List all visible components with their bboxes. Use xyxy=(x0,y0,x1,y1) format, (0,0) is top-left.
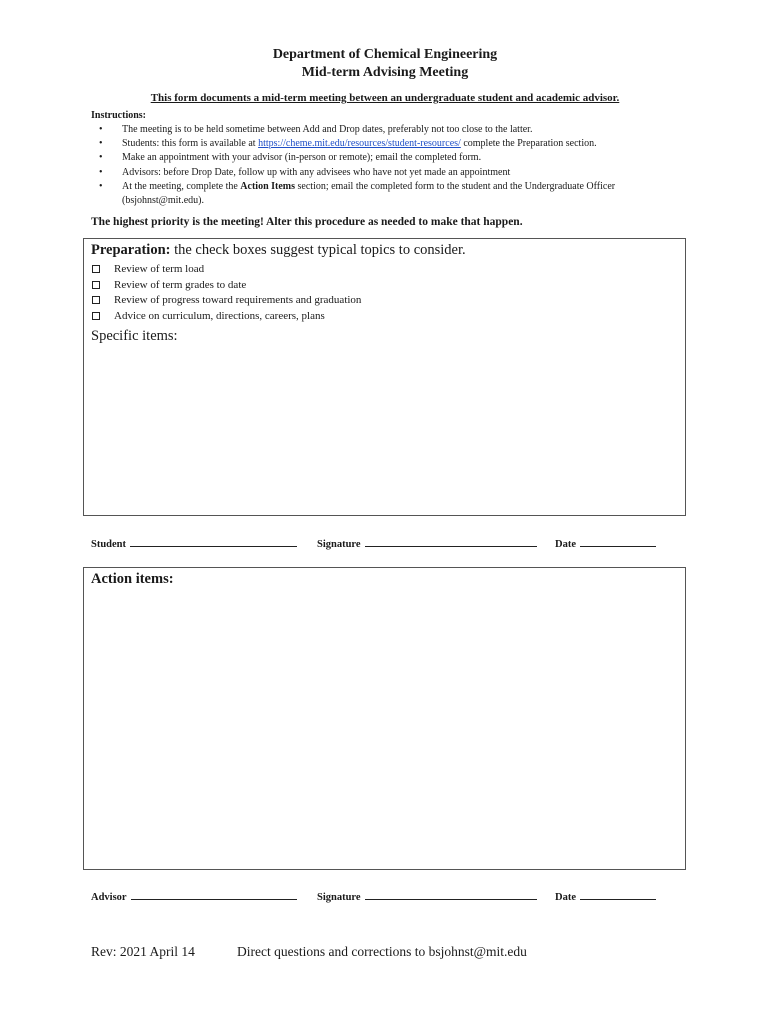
checklist-item xyxy=(92,309,361,325)
instruction-text: Advisors: before Drop Date, follow up with any advisees who have not yet made an appointment xyxy=(122,166,511,178)
form-description: This form documents a mid-term meeting between an undergraduate student and academic advisor. xyxy=(150,92,620,104)
form-title: Mid-term Advising Meeting xyxy=(301,65,469,80)
action-items-section[interactable] xyxy=(83,567,686,870)
department-title: Department of Chemical Engineering xyxy=(272,47,498,62)
student-date-blank[interactable] xyxy=(580,536,656,547)
student-name-field[interactable] xyxy=(91,536,297,550)
checklist-item xyxy=(92,293,361,309)
instruction-text: Make an appointment with your advisor (in-person or remote); email the completed form. xyxy=(122,152,482,164)
instructions-list xyxy=(91,123,691,208)
instruction-item xyxy=(91,123,691,137)
student-label: Student xyxy=(91,539,127,550)
advisor-signature-blank[interactable] xyxy=(365,889,537,900)
student-date-field[interactable] xyxy=(555,536,656,550)
date-label: Date xyxy=(555,539,576,550)
checkbox[interactable] xyxy=(92,265,100,273)
checklist-item-label: Review of progress toward requirements and graduation xyxy=(114,294,362,307)
instruction-item xyxy=(91,180,691,208)
advisor-date-blank[interactable] xyxy=(580,889,656,900)
checklist-item-label: Review of term load xyxy=(114,263,205,275)
student-signature-field[interactable] xyxy=(317,536,537,550)
checklist-item xyxy=(92,278,361,294)
instruction-text: complete the Preparation section. xyxy=(460,138,597,150)
bullet-icon: • xyxy=(99,180,103,192)
instruction-text: section; email the completed form to the student and the Undergraduate Officer xyxy=(295,180,616,192)
bullet-icon: • xyxy=(99,166,103,178)
checkbox[interactable] xyxy=(92,312,100,320)
action-items-emphasis: Action Items xyxy=(240,180,296,192)
instruction-text: At the meeting, complete the xyxy=(122,180,241,192)
checklist-item xyxy=(92,262,361,278)
advisor-signature-field[interactable] xyxy=(317,889,537,903)
checklist-item-label: Review of term grades to date xyxy=(114,278,247,291)
preparation-heading-label: Preparation: xyxy=(91,242,171,258)
preparation-section[interactable] xyxy=(83,238,686,516)
signature-label: Signature xyxy=(317,892,361,903)
advisor-label: Advisor xyxy=(91,892,127,903)
bullet-icon: • xyxy=(99,152,103,164)
instruction-text: Students: this form is available at xyxy=(122,138,259,150)
preparation-checklist xyxy=(92,262,361,325)
student-signature-blank[interactable] xyxy=(365,536,537,547)
advisor-name-field[interactable] xyxy=(91,889,297,903)
specific-items-label: Specific items: xyxy=(91,328,178,344)
checklist-item-label: Advice on curriculum, directions, careers, plans xyxy=(114,310,325,323)
bullet-icon: • xyxy=(99,138,103,150)
preparation-heading-text: the check boxes suggest typical topics to consider. xyxy=(170,242,466,258)
preparation-heading xyxy=(91,242,466,259)
instruction-item xyxy=(91,137,691,151)
advisor-name-blank[interactable] xyxy=(131,889,297,900)
student-name-blank[interactable] xyxy=(130,536,297,547)
signature-label: Signature xyxy=(317,539,361,550)
priority-note: The highest priority is the meeting! Alter this procedure as needed to make that happen. xyxy=(91,216,523,228)
checkbox[interactable] xyxy=(92,296,100,304)
action-items-heading: Action items: xyxy=(91,571,174,587)
revision-date: Rev: 2021 April 14 xyxy=(91,944,195,959)
instructions-heading: Instructions: xyxy=(91,110,147,121)
advisor-date-field[interactable] xyxy=(555,889,656,903)
date-label: Date xyxy=(555,892,576,903)
checkbox[interactable] xyxy=(92,281,100,289)
instruction-text: The meeting is to be held sometime between Add and Drop dates, preferably not too close to the latter. xyxy=(122,124,533,135)
instruction-item xyxy=(91,166,691,180)
bullet-icon: • xyxy=(99,124,103,135)
student-resources-link[interactable]: https://cheme.mit.edu/resources/student-resources/ xyxy=(258,138,461,150)
instruction-item xyxy=(91,151,691,165)
contact-note: Direct questions and corrections to bsjohnst@mit.edu xyxy=(237,944,527,959)
instruction-text: (bsjohnst@mit.edu). xyxy=(122,195,204,207)
